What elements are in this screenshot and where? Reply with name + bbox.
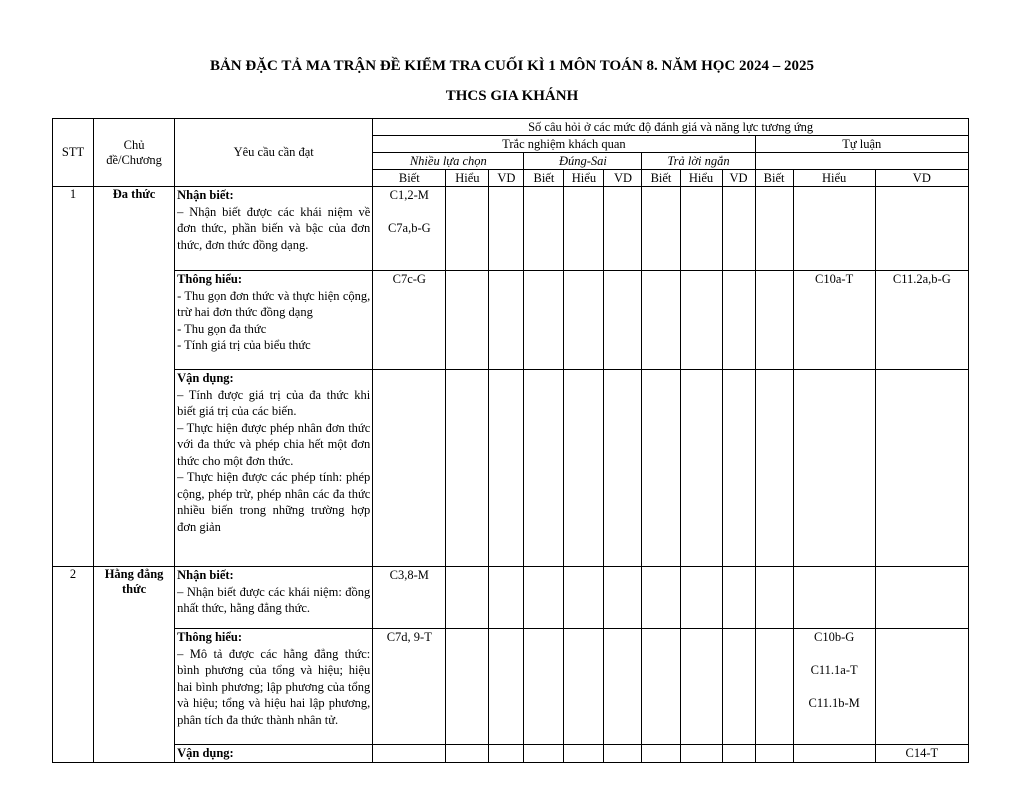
- mc-biet-cell: [373, 370, 446, 567]
- value-cell: [722, 629, 755, 745]
- tl-hieu-cell: [793, 629, 875, 745]
- header-mc-hieu: Hiểu: [446, 170, 489, 187]
- value-cell: [604, 745, 642, 763]
- specification-matrix-table: [52, 118, 969, 763]
- mc-biet-cell: [373, 745, 446, 763]
- value-cell: [446, 187, 489, 271]
- header-tu-luan: Tự luận: [755, 136, 968, 153]
- value-cell: [755, 271, 793, 370]
- header-tu-luan-blank: [755, 153, 968, 170]
- value-cell: [489, 745, 524, 763]
- cell-value: C7d, 9-T: [386, 630, 432, 644]
- value-cell: [642, 370, 680, 567]
- cell-value: C3,8-M: [389, 568, 429, 582]
- value-cell: [524, 629, 564, 745]
- value-cell: [524, 370, 564, 567]
- mc-biet-cell: [373, 567, 446, 629]
- tl-hieu-cell: [793, 745, 875, 763]
- value-cell: [446, 567, 489, 629]
- value-cell: [564, 745, 604, 763]
- header-tl-biet: Biết: [755, 170, 793, 187]
- tl-vd-cell: [875, 187, 968, 271]
- table-row: [53, 187, 969, 271]
- value-cell: [524, 745, 564, 763]
- value-cell: [604, 187, 642, 271]
- header-chu-de: Chủ đề/Chương: [94, 119, 175, 187]
- requirement-line: – Thực hiện được phép nhân đơn thức với đa thức và phép chia hết một đơn thức cho một đơn thức.: [177, 420, 371, 468]
- requirement-line: – Nhận biết được các khái niệm: đồng nhất thức, hằng đẳng thức.: [177, 584, 371, 615]
- value-cell: [755, 745, 793, 763]
- value-cell: [489, 629, 524, 745]
- cell-value: C11.1a-T: [810, 663, 858, 677]
- tl-hieu-cell: [793, 271, 875, 370]
- cell-value: [796, 646, 873, 663]
- value-cell: [524, 187, 564, 271]
- header-tln-biet: Biết: [642, 170, 680, 187]
- value-cell: [489, 271, 524, 370]
- value-cell: [604, 370, 642, 567]
- mc-biet-cell: [373, 271, 446, 370]
- tl-vd-cell: [875, 567, 968, 629]
- table-row: [53, 629, 969, 745]
- value-cell: [755, 629, 793, 745]
- school-name: THCS GIA KHÁNH: [445, 88, 579, 104]
- level-label: Vận dụng:: [177, 371, 234, 385]
- cell-value: C1,2-M: [389, 188, 429, 202]
- header-so-cau-hoi: Số câu hỏi ở các mức độ đánh giá và năng lực tương ứng: [373, 119, 969, 136]
- header-tl-vd: VD: [875, 170, 968, 187]
- value-cell: [722, 370, 755, 567]
- value-cell: [564, 567, 604, 629]
- cell-value: C10b-G: [813, 630, 855, 644]
- value-cell: [680, 567, 722, 629]
- tl-vd-cell: [875, 271, 968, 370]
- requirement-line: - Tính giá trị của biểu thức: [177, 338, 311, 352]
- value-cell: [722, 187, 755, 271]
- level-label: Nhận biết:: [177, 188, 234, 202]
- tl-hieu-cell: [793, 370, 875, 567]
- cell-value: C7c-G: [392, 272, 426, 286]
- header-yeu-cau: Yêu cầu cần đạt: [175, 119, 373, 187]
- header-dung-sai: Đúng-Sai: [524, 153, 642, 170]
- header-nhieu-lua-chon: Nhiều lựa chọn: [373, 153, 524, 170]
- requirement-line: – Mô tả được các hằng đẳng thức: bình phương của tổng và hiệu; hiệu hai bình phương; lập phương của tổng và hiệu; tổng và hiệu hai lập phương, phân tích đa thức thành nhân tử.: [177, 646, 371, 727]
- cell-value: C14-T: [905, 746, 939, 760]
- value-cell: [680, 370, 722, 567]
- value-cell: [642, 567, 680, 629]
- value-cell: [642, 187, 680, 271]
- requirement-cell: [175, 629, 373, 745]
- cell-value: C7a,b-G: [387, 221, 431, 235]
- matrix-body: [53, 187, 969, 763]
- tl-hieu-cell: [793, 187, 875, 271]
- value-cell: [604, 629, 642, 745]
- header-tln-hieu: Hiểu: [680, 170, 722, 187]
- header-tln-vd: VD: [722, 170, 755, 187]
- header-ds-hieu: Hiểu: [564, 170, 604, 187]
- header-mc-biet: Biết: [373, 170, 446, 187]
- value-cell: [524, 567, 564, 629]
- value-cell: [722, 271, 755, 370]
- value-cell: [604, 271, 642, 370]
- value-cell: [680, 271, 722, 370]
- value-cell: [604, 567, 642, 629]
- value-cell: [722, 745, 755, 763]
- requirement-cell: [175, 370, 373, 567]
- value-cell: [524, 271, 564, 370]
- mc-biet-cell: [373, 187, 446, 271]
- level-label: Vận dụng:: [177, 746, 234, 760]
- cell-value: C11.2a,b-G: [892, 272, 951, 286]
- value-cell: [755, 567, 793, 629]
- value-cell: [755, 370, 793, 567]
- header-ds-vd: VD: [604, 170, 642, 187]
- level-label: Thông hiểu:: [177, 272, 243, 286]
- topic-cell: Đa thức: [94, 187, 175, 567]
- requirement-cell: [175, 187, 373, 271]
- topic-cell: Hằng đẳng thức: [94, 567, 175, 763]
- value-cell: [446, 370, 489, 567]
- value-cell: [642, 745, 680, 763]
- requirement-cell: [175, 745, 373, 763]
- table-row: [53, 745, 969, 763]
- requirement-cell: [175, 567, 373, 629]
- tl-hieu-cell: [793, 567, 875, 629]
- value-cell: [755, 187, 793, 271]
- value-cell: [446, 745, 489, 763]
- requirement-line: - Thu gọn đa thức: [177, 321, 267, 336]
- header-tl-hieu: Hiểu: [793, 170, 875, 187]
- table-row: [53, 370, 969, 567]
- value-cell: [642, 271, 680, 370]
- tl-vd-cell: [875, 370, 968, 567]
- mc-biet-cell: [373, 629, 446, 745]
- cell-value: C10a-T: [815, 272, 854, 286]
- cell-value: [796, 679, 873, 696]
- requirement-line: – Tính được giá trị của đa thức khi biết giá trị của các biến.: [177, 387, 371, 418]
- requirement-line: - Thu gọn đơn thức và thực hiện cộng, trừ hai đơn thức đồng dạng: [177, 288, 371, 319]
- requirement-line: – Thực hiện được các phép tính: phép cộng, phép trừ, phép nhân các đa thức nhiều biến trong những trường hợp đơn giản: [177, 470, 371, 534]
- header-trac-nghiem: Trắc nghiệm khách quan: [373, 136, 755, 153]
- value-cell: [564, 271, 604, 370]
- header-stt: STT: [53, 119, 94, 187]
- value-cell: [642, 629, 680, 745]
- requirement-line: – Nhận biết được các khái niệm về đơn thức, phần biến và bậc của đơn thức, đơn thức đồng dạng.: [177, 204, 371, 252]
- level-label: Nhận biết:: [177, 568, 234, 582]
- tl-vd-cell: [875, 629, 968, 745]
- document-title: BẢN ĐẶC TẢ MA TRẬN ĐỀ KIỂM TRA CUỐI KÌ 1 MÔN TOÁN 8. NĂM HỌC 2024 – 2025: [209, 58, 815, 74]
- value-cell: [564, 370, 604, 567]
- value-cell: [680, 187, 722, 271]
- header-mc-vd: VD: [489, 170, 524, 187]
- value-cell: [564, 629, 604, 745]
- tl-vd-cell: [875, 745, 968, 763]
- value-cell: [489, 370, 524, 567]
- stt-cell: 1: [53, 187, 94, 567]
- value-cell: [489, 187, 524, 271]
- value-cell: [722, 567, 755, 629]
- value-cell: [564, 187, 604, 271]
- level-label: Thông hiểu:: [177, 630, 243, 644]
- table-row: [53, 567, 969, 629]
- value-cell: [680, 629, 722, 745]
- cell-value: [375, 204, 443, 221]
- value-cell: [446, 271, 489, 370]
- stt-cell: 2: [53, 567, 94, 763]
- cell-value: C11.1b-M: [808, 696, 860, 710]
- table-row: [53, 271, 969, 370]
- header-tra-loi-ngan: Trả lời ngắn: [642, 153, 755, 170]
- requirement-cell: [175, 271, 373, 370]
- value-cell: [680, 745, 722, 763]
- value-cell: [446, 629, 489, 745]
- value-cell: [489, 567, 524, 629]
- header-ds-biet: Biết: [524, 170, 564, 187]
